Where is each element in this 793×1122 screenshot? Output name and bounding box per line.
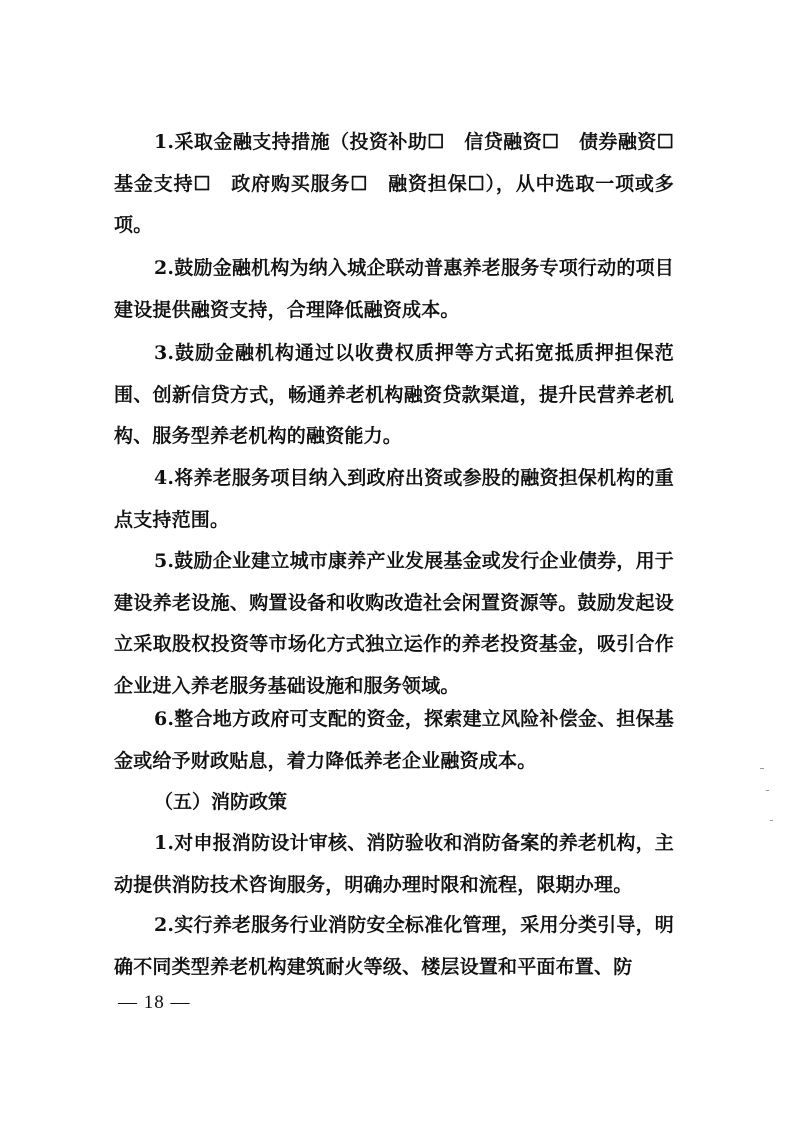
scan-speck <box>770 820 773 821</box>
paragraph-fire-review-service: 1.对申报消防设计审核、消防验收和消防备案的养老机构，主动提供消防技术咨询服务，明确办理时限和流程，限期办理。 <box>114 832 674 896</box>
paragraph-encourage-financing-support: 2.鼓励金融机构为纳入城企联动普惠养老服务专项行动的项目建设提供融资支持，合理降低融资成本。 <box>114 257 674 321</box>
paragraph-fire-standardization: 2.实行养老服务行业消防安全标准化管理，采用分类引导，明确不同类型养老机构建筑耐火等级、楼层设置和平面布置、防 <box>114 914 674 978</box>
paragraph-industry-fund-bonds: 5.鼓励企业建立城市康养产业发展基金或发行企业债券，用于建设养老设施、购置设备和收购改造社会闲置资源等。鼓励发起设立采取股权投资等市场化方式独立运作的养老投资基金，吸引合作企业进入养老服务基础设施和服务领域。 <box>114 550 674 697</box>
section-heading-fire-policy: （五）消防政策 <box>154 791 288 813</box>
paragraph-financial-support-measures: 1.采取金融支持措施（投资补助☐ 信贷融资☐ 债券融资☐ 基金支持☐ 政府购买服务☐ 融资担保☐），从中选取一项或多项。 <box>114 131 694 236</box>
scan-speck <box>760 768 764 769</box>
page-number: — 18 — <box>118 992 191 1013</box>
scan-speck <box>766 790 769 791</box>
paragraph-pledge-guarantee-scope: 3.鼓励金融机构通过以收费权质押等方式拓宽抵质押担保范围、创新信贷方式，畅通养老机构融资贷款渠道，提升民营养老机构、服务型养老机构的融资能力。 <box>114 342 674 447</box>
paragraph-risk-compensation: 6.整合地方政府可支配的资金，探索建立风险补偿金、担保基金或给予财政贴息，着力降低养老企业融资成本。 <box>114 708 674 772</box>
paragraph-guarantee-institution-support: 4.将养老服务项目纳入到政府出资或参股的融资担保机构的重点支持范围。 <box>114 467 674 531</box>
